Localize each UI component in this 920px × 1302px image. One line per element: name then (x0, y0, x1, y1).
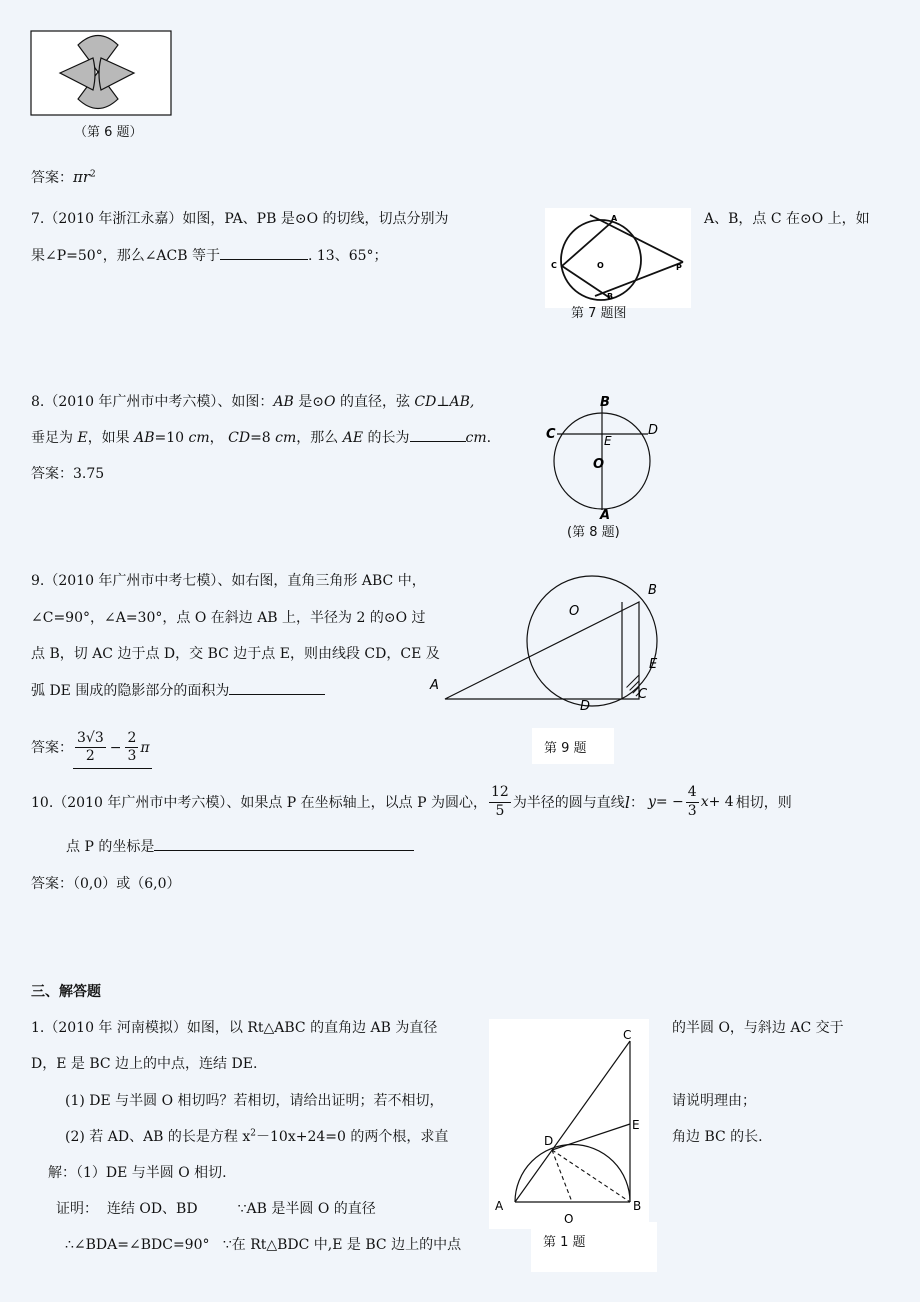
fig8-label-d: D (648, 423, 659, 438)
fig-s3-1-label-b: B (633, 1199, 642, 1213)
fig7-label-b: B (607, 292, 614, 301)
fig8-label-c: C (546, 427, 556, 442)
q9-line4: 弧 DE 围成的隐影部分的面积为 (31, 680, 325, 700)
fig9-label-o: O (569, 604, 580, 619)
fig7-label-a: A (611, 214, 618, 223)
s3-p1-line1-tail: 的半圆 O，与斜边 AC 交于 (672, 1020, 844, 1036)
q10-line1: 10.（2010 年广州市中考六模）、如果点 P 在坐标轴上，以点 P 为圆心， $\frac{12}{5}$ 为半径的圆与直线 l ： y = − $\frac{4}{3}$ x + 4 相切，则 (31, 784, 792, 819)
fig9-label-b: B (648, 583, 657, 598)
figure-8-caption: (第 8 题) (567, 525, 620, 540)
fig7-label-o: O (597, 261, 604, 270)
q9-answer: 答案： $\frac{3√3}{2}$ − $\frac{2}{3}$ π (31, 722, 152, 772)
fig8-label-b: B (600, 395, 610, 410)
figure-7 (545, 208, 691, 308)
fig-s3-1-label-e: E (632, 1118, 640, 1132)
s3-p1-line2: D，E 是 BC 边上的中点，连结 DE. (31, 1056, 258, 1072)
fig7-label-c: C (551, 261, 557, 270)
figure-8 (540, 390, 665, 520)
q9-line2: ∠C=90°，∠A=30°，点 O 在斜边 AB 上，半径为 2 的⊙O 过 (31, 610, 426, 626)
fig-s3-1-label-c: C (623, 1028, 632, 1042)
s3-p1-q1-tail: 请说明理由； (672, 1093, 756, 1109)
q9-line3: 点 B，切 AC 边于点 D，交 BC 边于点 E，则由线段 CD，CE 及 (31, 646, 440, 662)
s3-proof-1: 证明： 连结 OD、BD ∵AB 是半圆 O 的直径 (56, 1201, 376, 1217)
fig8-label-a: A (600, 508, 611, 520)
q8-answer: 答案：3.75 (31, 466, 105, 482)
figure-6 (30, 30, 172, 116)
fig-s3-1-label-d: D (544, 1134, 554, 1148)
fig8-label-e: E (604, 434, 612, 448)
fig8-label-o: O (593, 457, 605, 472)
figure-6-caption: （第 6 题） (74, 125, 143, 140)
figure-s3-1-caption: 第 1 题 (543, 1235, 586, 1250)
figure-9-caption: 第 9 题 (544, 741, 587, 756)
q8-line1: 8.（2010 年广州市中考六模）、如图：AB 是⊙O 的直径，弦 CD⊥AB, (31, 394, 475, 410)
q7-line1: 7.（2010 年浙江永嘉）如图，PA、PB 是⊙O 的切线，切点分别为 (31, 211, 449, 227)
q9-line1: 9.（2010 年广州市中考七模）、如右图，直角三角形 ABC 中， (31, 573, 426, 589)
s3-p1-q2: (2) 若 AD、AB 的长是方程 $x^2-10x+24=0$ 的两个根，求直 (65, 1128, 449, 1145)
q7-line1-tail: A、B，点 C 在⊙O 上，如 (704, 211, 870, 227)
q10-line2: 点 P 的坐标是 (66, 836, 414, 856)
section-3-heading: 三、解答题 (31, 984, 101, 1000)
figure-7-caption: 第 7 题图 (571, 306, 627, 321)
q8-line2: 垂足为 E，如果 AB=10 cm， CD=8 cm，那么 AE 的长为 cm. (31, 430, 492, 446)
fig9-label-d: D (580, 699, 591, 714)
fig9-label-c: C (638, 687, 648, 702)
s3-proof-2: ∴∠BDA=∠BDC=90° ∵在 Rt△BDC 中,E 是 BC 边上的中点 (65, 1237, 462, 1253)
s3-p1-q1: (1) DE 与半圆 O 相切吗？若相切，请给出证明；若不相切， (65, 1093, 444, 1109)
figure-9 (425, 575, 665, 715)
figure-s3-1 (489, 1019, 649, 1229)
s3-p1-q2-tail: 角边 BC 的长. (672, 1129, 763, 1145)
s3-solution-1: 解：（1）DE 与半圆 O 相切. (48, 1165, 227, 1181)
q10-answer: 答案：（0,0）或（6,0） (31, 876, 181, 892)
fig9-label-a: A (430, 678, 439, 693)
fig9-label-e: E (649, 657, 658, 672)
fig-s3-1-label-o: O (564, 1212, 574, 1226)
q6-answer: 答案：$\pi r^2$ (31, 168, 96, 186)
fig7-label-p: P (676, 263, 682, 272)
q7-line2: 果∠P=50°，那么∠ACB 等于 . 13、65°； (31, 248, 388, 264)
fig-s3-1-label-a: A (495, 1199, 504, 1213)
s3-p1-line1: 1.（2010 年 河南模拟）如图，以 Rt△ABC 的直角边 AB 为直径 (31, 1020, 438, 1036)
